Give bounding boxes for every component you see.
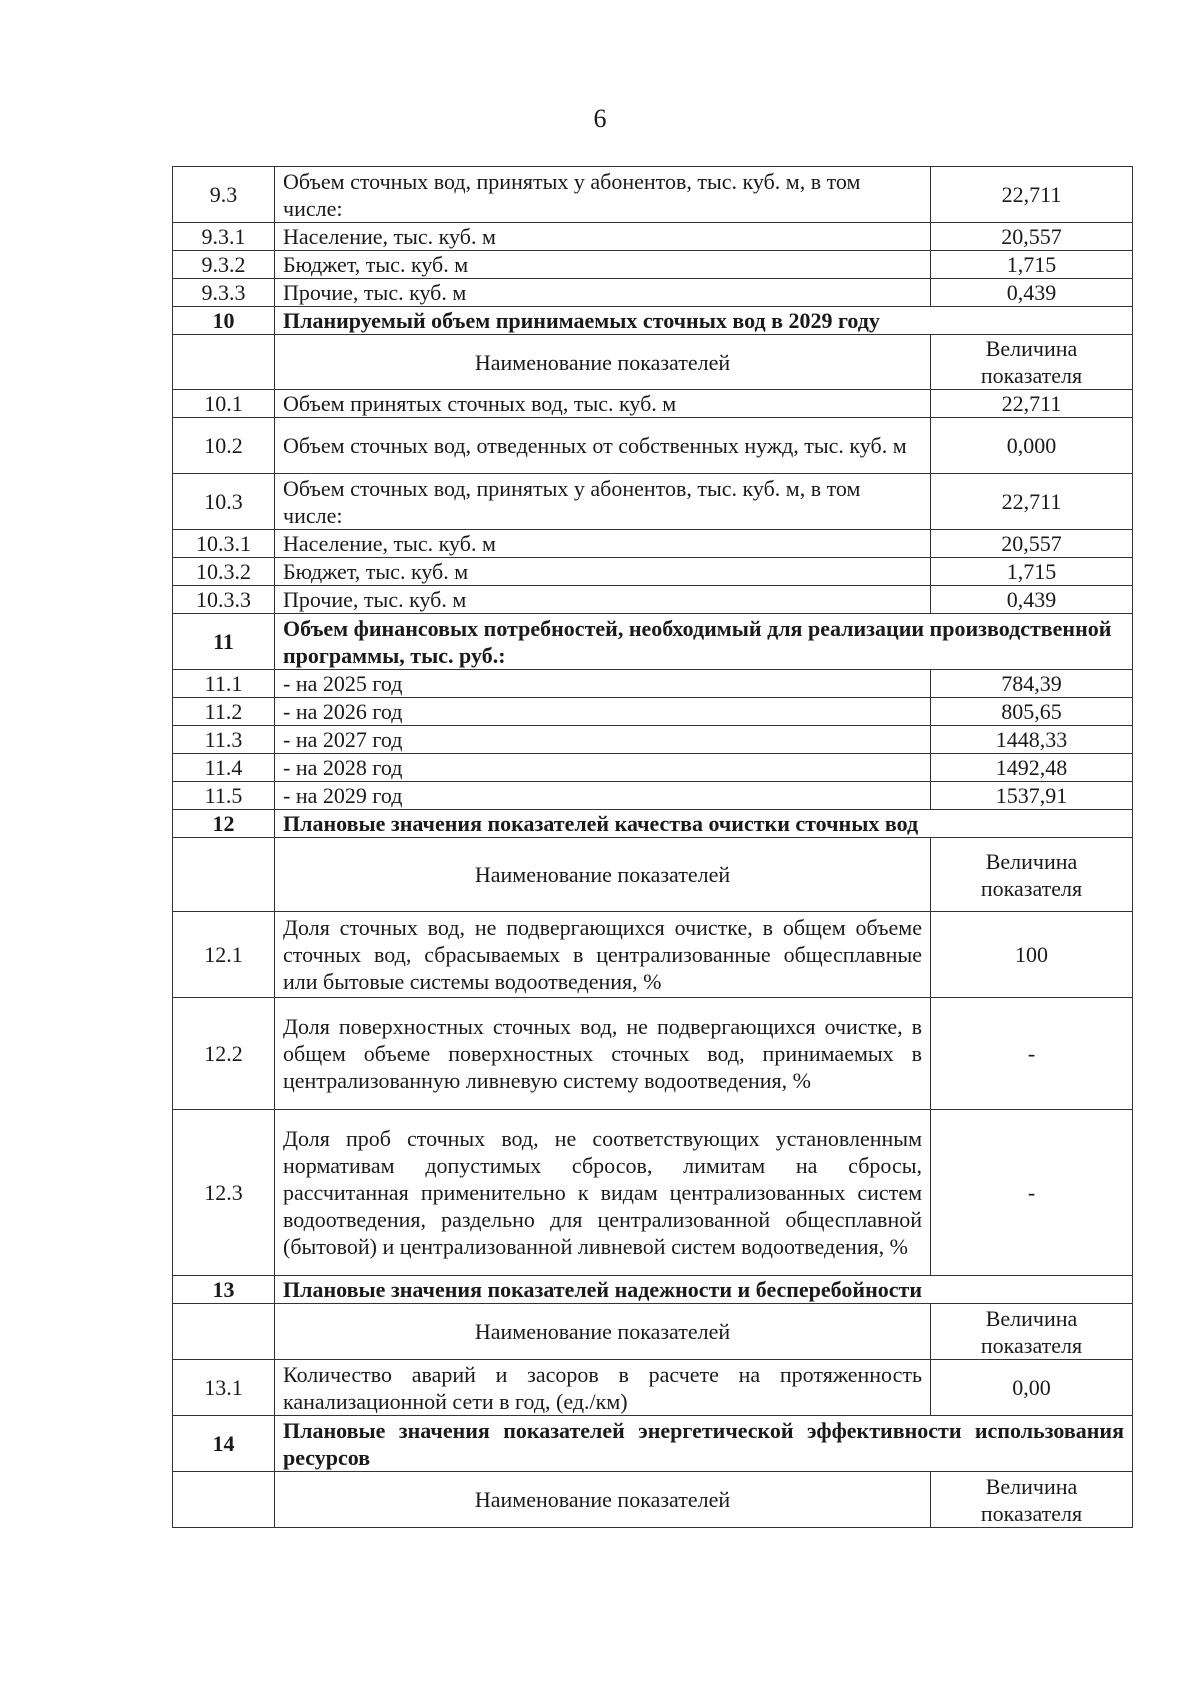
row-number: 13.1 <box>173 1360 275 1416</box>
indicator-name: Прочие, тыс. куб. м <box>275 586 931 614</box>
row-number: 10.3.2 <box>173 558 275 586</box>
row-number: 11.1 <box>173 670 275 698</box>
indicator-value: 22,711 <box>931 390 1133 418</box>
indicator-name: - на 2027 год <box>275 726 931 754</box>
indicator-value: 20,557 <box>931 530 1133 558</box>
indicator-name: Количество аварий и засоров в расчете на протяженность канализационной сети в год, (ед./км) <box>275 1360 931 1416</box>
indicators-table <box>172 166 1133 1528</box>
table-row <box>173 1360 1133 1416</box>
section-row <box>173 614 1133 670</box>
indicator-value: 1448,33 <box>931 726 1133 754</box>
column-header-value: Величина показателя <box>931 838 1133 912</box>
section-row <box>173 307 1133 335</box>
indicator-name: Доля поверхностных сточных вод, не подвергающихся очистке, в общем объеме поверхностных сточных вод, принимаемых в централизованную ливневую систему водоотведения, % <box>275 998 931 1110</box>
section-title: Объем финансовых потребностей, необходимый для реализации производственной программы, тыс. руб.: <box>275 614 1133 670</box>
table-row <box>173 998 1133 1110</box>
section-number: 13 <box>173 1276 275 1304</box>
header-row <box>173 335 1133 390</box>
row-number: 11.3 <box>173 726 275 754</box>
indicator-name: - на 2029 год <box>275 782 931 810</box>
indicator-value: 0,00 <box>931 1360 1133 1416</box>
row-number: 12.2 <box>173 998 275 1110</box>
column-header-name: Наименование показателей <box>275 1304 931 1360</box>
table-row <box>173 279 1133 307</box>
indicator-value: 0,439 <box>931 586 1133 614</box>
row-number: 9.3.2 <box>173 251 275 279</box>
section-title: Планируемый объем принимаемых сточных вод в 2029 году <box>275 307 1133 335</box>
section-title: Плановые значения показателей качества очистки сточных вод <box>275 810 1133 838</box>
indicator-name: - на 2028 год <box>275 754 931 782</box>
row-number: 10.3.3 <box>173 586 275 614</box>
table-row <box>173 726 1133 754</box>
section-row <box>173 1416 1133 1472</box>
indicator-name: Прочие, тыс. куб. м <box>275 279 931 307</box>
section-row <box>173 810 1133 838</box>
indicator-name: Доля проб сточных вод, не соответствующих установленным нормативам допустимых сбросов, лимитам на сбросы, рассчитанная применительно к видам централизованных систем водоотведения, раздельно для централизованной общесплавной (бытовой) и централизованной ливневой систем водоотведения, % <box>275 1110 931 1276</box>
table-row <box>173 754 1133 782</box>
section-number: 12 <box>173 810 275 838</box>
empty-cell <box>173 1304 275 1360</box>
column-header-name: Наименование показателей <box>275 838 931 912</box>
indicator-name: - на 2025 год <box>275 670 931 698</box>
indicator-value: 805,65 <box>931 698 1133 726</box>
row-number: 9.3 <box>173 167 275 223</box>
table-row <box>173 558 1133 586</box>
column-header-name: Наименование показателей <box>275 335 931 390</box>
row-number: 10.1 <box>173 390 275 418</box>
section-row <box>173 1276 1133 1304</box>
column-header-value: Величина показателя <box>931 1304 1133 1360</box>
table-row <box>173 1110 1133 1276</box>
row-number: 12.3 <box>173 1110 275 1276</box>
indicator-value: 784,39 <box>931 670 1133 698</box>
section-title: Плановые значения показателей энергетической эффективности использования ресурсов <box>275 1416 1133 1472</box>
indicator-name: Объем принятых сточных вод, тыс. куб. м <box>275 390 931 418</box>
table-row <box>173 223 1133 251</box>
indicator-name: Объем сточных вод, принятых у абонентов, тыс. куб. м, в том числе: <box>275 167 931 223</box>
column-header-value: Величина показателя <box>931 335 1133 390</box>
section-number: 10 <box>173 307 275 335</box>
indicator-name: Население, тыс. куб. м <box>275 530 931 558</box>
indicator-value: 100 <box>931 912 1133 998</box>
table-row <box>173 670 1133 698</box>
row-number: 9.3.3 <box>173 279 275 307</box>
indicator-value: 22,711 <box>931 474 1133 530</box>
page-number: 6 <box>593 104 607 133</box>
table-row <box>173 912 1133 998</box>
column-header-value: Величина показателя <box>931 1472 1133 1528</box>
table-row <box>173 390 1133 418</box>
empty-cell <box>173 1472 275 1528</box>
row-number: 11.4 <box>173 754 275 782</box>
section-number: 14 <box>173 1416 275 1472</box>
indicator-value: - <box>931 1110 1133 1276</box>
indicator-value: 1537,91 <box>931 782 1133 810</box>
indicator-name: Объем сточных вод, принятых у абонентов, тыс. куб. м, в том числе: <box>275 474 931 530</box>
row-number: 11.2 <box>173 698 275 726</box>
indicator-value: 1492,48 <box>931 754 1133 782</box>
row-number: 12.1 <box>173 912 275 998</box>
column-header-name: Наименование показателей <box>275 1472 931 1528</box>
table-row <box>173 474 1133 530</box>
indicator-value: 0,439 <box>931 279 1133 307</box>
table-row <box>173 698 1133 726</box>
indicator-value: 20,557 <box>931 223 1133 251</box>
row-number: 9.3.1 <box>173 223 275 251</box>
indicator-value: 1,715 <box>931 251 1133 279</box>
row-number: 10.3 <box>173 474 275 530</box>
header-row <box>173 1472 1133 1528</box>
indicator-value: 22,711 <box>931 167 1133 223</box>
table-row <box>173 782 1133 810</box>
empty-cell <box>173 838 275 912</box>
section-number: 11 <box>173 614 275 670</box>
header-row <box>173 838 1133 912</box>
indicator-name: Объем сточных вод, отведенных от собственных нужд, тыс. куб. м <box>275 418 931 474</box>
table-row <box>173 418 1133 474</box>
section-title: Плановые значения показателей надежности и бесперебойности <box>275 1276 1133 1304</box>
table-row <box>173 251 1133 279</box>
indicator-name: - на 2026 год <box>275 698 931 726</box>
table-row <box>173 530 1133 558</box>
row-number: 10.3.1 <box>173 530 275 558</box>
header-row <box>173 1304 1133 1360</box>
table-row <box>173 586 1133 614</box>
table-row <box>173 167 1133 223</box>
indicator-value: - <box>931 998 1133 1110</box>
indicator-value: 0,000 <box>931 418 1133 474</box>
indicator-name: Бюджет, тыс. куб. м <box>275 251 931 279</box>
empty-cell <box>173 335 275 390</box>
row-number: 11.5 <box>173 782 275 810</box>
indicator-name: Доля сточных вод, не подвергающихся очистке, в общем объеме сточных вод, сбрасываемых в централизованные общесплавные или бытовые системы водоотведения, % <box>275 912 931 998</box>
row-number: 10.2 <box>173 418 275 474</box>
indicator-value: 1,715 <box>931 558 1133 586</box>
indicator-name: Население, тыс. куб. м <box>275 223 931 251</box>
indicator-name: Бюджет, тыс. куб. м <box>275 558 931 586</box>
